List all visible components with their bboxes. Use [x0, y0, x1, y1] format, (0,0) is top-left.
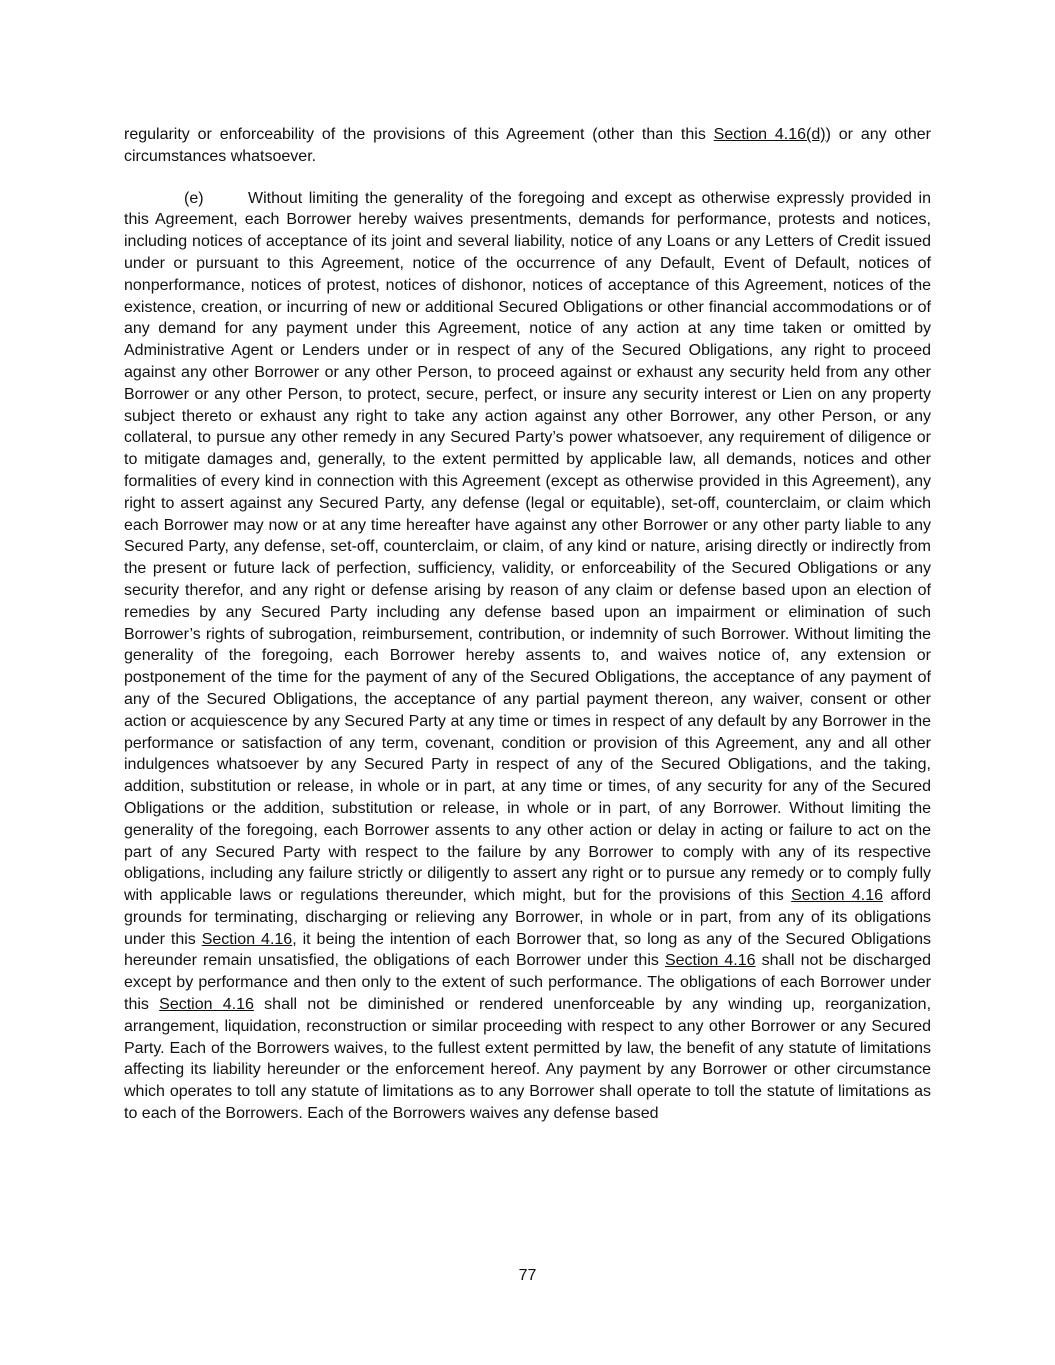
paragraph-e: [124, 188, 931, 1125]
section-reference-link[interactable]: Section 4.16: [791, 887, 884, 905]
clause-marker: (e): [184, 189, 204, 207]
text-run: afford grounds for terminating, discharging or relieving any Borrower, in whole or in part, from any of its obligations under this: [124, 887, 932, 948]
section-reference-link[interactable]: Section 4.16: [664, 952, 756, 970]
section-reference-link[interactable]: Section 4.16: [159, 996, 254, 1014]
section-reference-link[interactable]: Section 4.16(d): [713, 126, 826, 143]
text-run: shall not be discharged except by performance and then only to the extent of such performance. The obligations of each Borrower under this: [124, 952, 932, 1014]
text-run: shall not be diminished or rendered unenforceable by any winding up, reorganization, arrangement, liquidation, reconstruction or similar proceeding with respect to any other Borrower or any Secured Party. Each of the Borrowers waives, to the fullest extent permitted by law, the benefit of any statute of limitations affecting its liability hereunder or the enforcement hereof. Any payment by any Borrower or other circumstance which operates to toll any statute of limitations as to any Borrower shall operate to toll the statute of limitations as to each of the Borrowers. Each of the Borrowers waives any defense based: [124, 996, 932, 1123]
text-run: ) or any other circumstances whatsoever.: [124, 126, 931, 165]
document-page: [124, 124, 931, 1125]
text-run: regularity or enforceability of the provisions of this Agreement (other than this: [124, 126, 714, 143]
text-run: Without limiting the generality of the foregoing and except as otherwise expressly provided in this Agreement, each Borrower hereby waives presentments, demands for performance, protests and notices, including notices of acceptance of its joint and several liability, notice of any Loans or any Letters of Credit issued under or pursuant to this Agreement, notice of the occurrence of any Default, Event of Default, notices of nonperformance, notices of protest, notices of dishonor, notices of acceptance of this Agreement, notices of the existence, creation, or incurring of new or additional Secured Obligations or other financial accommodations or of any demand for any payment under this Agreement, notice of any action at any time taken or omitted by Administrative Agent or Lenders under or in respect of any of the Secured Obligations, any right to proceed against any other Borrower or any other Person, to proceed against or exhaust any security held from any other Borrower or any other Person, to protect, secure, perfect, or insure any security interest or Lien on any property subject thereto or exhaust any right to take any action against any other Borrower, any other Person, or any collateral, to pursue any other remedy in any Secured Party’s power whatsoever, any requirement of diligence or to mitigate damages and, generally, to the extent permitted by applicable law, all demands, notices and other formalities of every kind in connection with this Agreement (except as otherwise provided in this Agreement), any right to assert against any Secured Party, any defense (legal or equitable), set-off, counterclaim, or claim which each Borrower may now or at any time hereafter have against any other Borrower or any other party liable to any Secured Party, any defense, set-off, counterclaim, or claim, of any kind or nature, arising directly or indirectly from the present or future lack of perfection, sufficiency, validity, or enforceability of the Secured Obligations or any security therefor, and any right or defense arising by reason of any claim or defense based upon an election of remedies by any Secured Party including any defense based upon an impairment or elimination of such Borrower’s rights of subrogation, reimbursement, contribution, or indemnity of such Borrower. Without limiting the generality of the foregoing, each Borrower hereby assents to, and waives notice of, any extension or postponement of the time for the payment of any of the Secured Obligations, the acceptance of any payment of any of the Secured Obligations, the acceptance of any partial payment thereon, any waiver, consent or other action or acquiescence by any Secured Party at any time or times in respect of any default by any Borrower in the performance or satisfaction of any term, covenant, condition or provision of this Agreement, any and all other indulgences whatsoever by any Secured Party in respect of any of the Secured Obligations, and the taking, addition, substitution or release, in whole or in part, at any time or times, of any security for any of the Secured Obligations or the addition, substitution or release, in whole or in part, of any Borrower. Without limiting the generality of the foregoing, each Borrower assents to any other action or delay in acting or failure to act on the part of any Secured Party with respect to the failure by any Borrower to comply with any of its respective obligations, including any failure strictly or diligently to assert any right or to pursue any remedy or to comply fully with applicable laws or regulations thereunder, which might, but for the provisions of this: [124, 189, 931, 905]
page-number: 77: [518, 1267, 537, 1284]
text-run: , it being the intention of each Borrower that, so long as any of the Secured Obligations hereunder remain unsatisfied, the obligations of each Borrower under this: [124, 930, 931, 970]
section-reference-link[interactable]: Section 4.16: [201, 930, 293, 948]
paragraph-continuation: [124, 124, 931, 168]
